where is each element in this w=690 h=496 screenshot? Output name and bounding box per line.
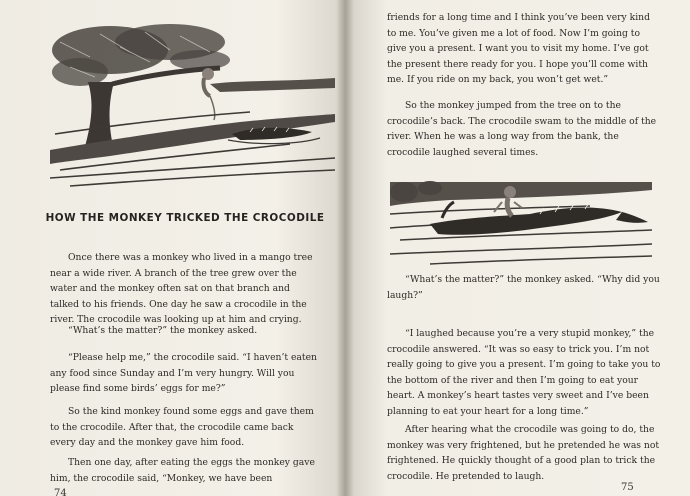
left-paragraph-3: “Please help me,” the crocodile said. “I haven’t eaten any food since Sunday and I’m very hungry. Will you please find some birds’ eggs for me?” [50,352,317,395]
page-number-left: 74 [54,488,67,496]
left-paragraph-2: “What’s the matter?” the monkey asked. [68,325,258,336]
left-paragraph-4: So the kind monkey found some eggs and gave them to the crocodile. After that, the crocodile came back every day and the monkey gave him food. [50,406,314,449]
page-number-right: 75 [621,482,634,493]
right-paragraph-1: friends for a long time and I think you’ve been very kind to me. You’ve given me a lot of food. Now I’m going to give you a present. I want you to visit my home. I’ve got the present there ready for you. I hope you’ll come with me. If you ride on my back, you won’t get wet.” [387,12,650,86]
right-paragraph-3: “What’s the matter?” the monkey asked. “Why did you laugh?” [387,274,660,301]
story-title: HOW THE MONKEY TRICKED THE CROCODILE [45,212,325,224]
left-paragraph-5: Then one day, after eating the eggs the monkey gave him, the crocodile said, “Monkey, we have been [50,457,315,484]
mango-tree-crocodile-illustration [50,22,335,190]
right-paragraph-2: So the monkey jumped from the tree on to the crocodile’s back. The crocodile swam to the middle of the river. When he was a long way from the bank, the crocodile laughed several times. [387,100,657,158]
monkey-riding-crocodile-illustration [390,178,652,268]
book-gutter [336,0,354,496]
right-paragraph-5: After hearing what the crocodile was going to do, the monkey was very frightened, but he pretended he was not frightened. He quickly thought of a good plan to trick the crocodile. He pretended to laugh. [387,424,660,482]
right-page [345,0,690,496]
right-paragraph-4: “I laughed because you’re a very stupid monkey,” the crocodile answered. “It was so easy to trick you. I’m not really going to give you a present. I’m going to take you to the bottom of the river and then I’m going to eat your heart. A monkey’s heart tastes very sweet and I’ve been planning to eat your heart for a long time.” [387,328,661,417]
left-paragraph-1: Once there was a monkey who lived in a mango tree near a wide river. A branch of the tree grew over the water and the monkey often sat on that branch and talked to his friends. One day he saw a crocodile in the river. The crocodile was looking up at him and crying. [50,252,313,326]
